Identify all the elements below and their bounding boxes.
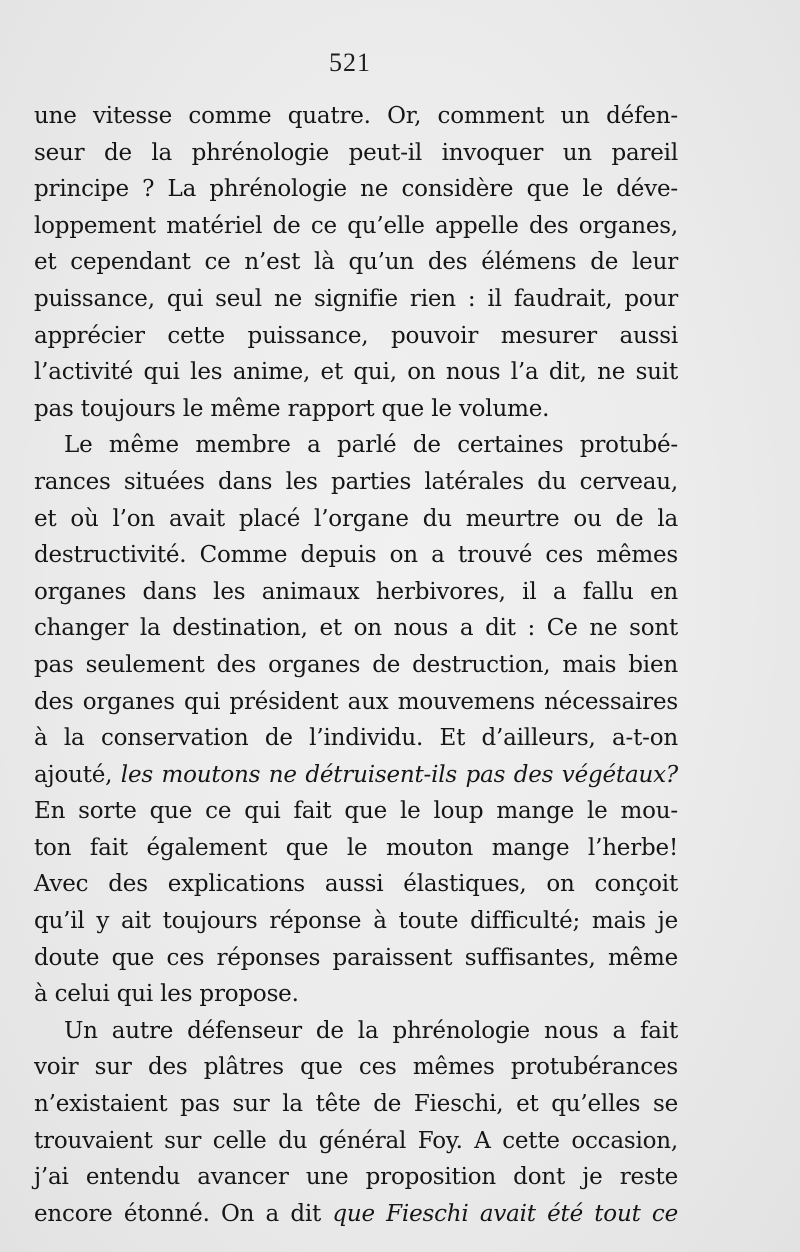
- text-line: n’existaient pas sur la tête de Fieschi, et qu’elles se: [34, 1091, 678, 1118]
- text-line: loppement matériel de ce qu’elle appelle des organes,: [34, 212, 678, 239]
- text-line: Un autre défenseur de la phrénologie nous a fait: [64, 1017, 678, 1044]
- text-line: puissance, qui seul ne signifie rien : il faudrait, pour: [34, 285, 678, 312]
- text-line: qu’il y ait toujours réponse à toute difficulté; mais je: [34, 908, 678, 935]
- text-line: organes dans les animaux herbivores, il a fallu en: [34, 578, 678, 605]
- text-line: ton fait également que le mouton mange l’herbe!: [34, 834, 678, 861]
- text-italic-quote: que Fieschi avait été tout ce: [332, 1200, 678, 1227]
- paragraph-3: [34, 1013, 678, 1233]
- text-line: et cependant ce n’est là qu’un des élémens de leur: [34, 249, 678, 276]
- text-line: seur de la phrénologie peut-il invoquer un pareil: [34, 139, 678, 166]
- body-text: [34, 98, 678, 1232]
- text-line-mixed: [34, 1196, 678, 1233]
- text-line: j’ai entendu avancer une proposition dont je reste: [34, 1164, 678, 1191]
- text-roman: ajouté,: [34, 761, 121, 788]
- paragraph-2: [34, 427, 678, 1013]
- text-line: pas seulement des organes de destruction, mais bien: [34, 651, 678, 678]
- text-line: pas toujours le même rapport que le volume.: [34, 395, 550, 422]
- page-number: 521: [329, 48, 371, 77]
- text-line: voir sur des plâtres que ces mêmes protubérances: [34, 1054, 678, 1081]
- text-line: principe ? La phrénologie ne considère que le déve-: [34, 176, 678, 203]
- text-line: une vitesse comme quatre. Or, comment un défen-: [34, 103, 678, 129]
- text-line-mixed: [34, 757, 678, 794]
- text-line: des organes qui président aux mouvemens nécessaires: [34, 688, 678, 715]
- text-line: et où l’on avait placé l’organe du meurtre ou de la: [34, 505, 678, 532]
- paragraph-1: [34, 98, 678, 427]
- text-italic-quote: les moutons ne détruisent-ils pas des végétaux?: [120, 761, 678, 788]
- text-line: Avec des explications aussi élastiques, on conçoit: [34, 871, 678, 898]
- text-roman: encore étonné. On a dit: [34, 1200, 333, 1227]
- text-line: l’activité qui les anime, et qui, on nous l’a dit, ne suit: [34, 359, 678, 386]
- text-line: apprécier cette puissance, pouvoir mesurer aussi: [34, 322, 678, 349]
- text-line: rances situées dans les parties latérales du cerveau,: [34, 468, 678, 495]
- text-line: destructivité. Comme depuis on a trouvé ces mêmes: [34, 542, 678, 569]
- text-line: Le même membre a parlé de certaines protubé-: [64, 432, 678, 459]
- text-line: doute que ces réponses paraissent suffisantes, même: [34, 944, 678, 971]
- text-line: changer la destination, et on nous a dit : Ce ne sont: [34, 615, 678, 642]
- text-line: En sorte que ce qui fait que le loup mange le mou-: [34, 798, 678, 825]
- text-line: trouvaient sur celle du général Foy. A cette occasion,: [34, 1127, 678, 1154]
- text-line: à la conservation de l’individu. Et d’ailleurs, a-t-on: [34, 725, 678, 752]
- text-line: à celui qui les propose.: [34, 981, 299, 1008]
